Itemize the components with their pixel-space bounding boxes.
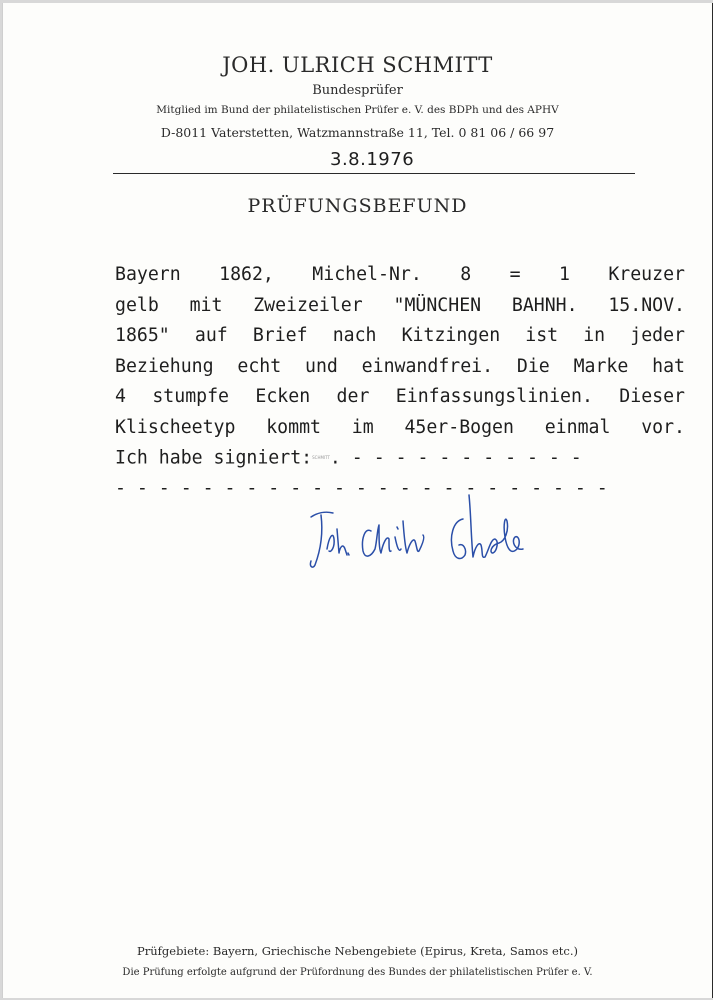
body-line-8: - - - - - - - - - - - - - - - - - - - - - - - (115, 477, 608, 499)
document-heading: PRÜFUNGSBEFUND (247, 195, 468, 217)
body-line-3: 1865" auf Brief nach Kitzingen ist in jeder (115, 325, 685, 346)
examiner-name: JOH. ULRICH SCHMITT (222, 53, 493, 77)
body-line-4: Beziehung echt und einwandfrei. Die Marke hat (115, 355, 685, 377)
handwritten-signature (303, 491, 533, 581)
examiner-title: Bundesprüfer (312, 83, 403, 98)
certificate-date: 3.8.1976 (330, 149, 415, 170)
certificate-sheet (2, 3, 713, 998)
signature-stamp: SCHMITT (312, 455, 330, 460)
signed-dashes: . - - - - - - - - - - - (329, 447, 582, 469)
body-line-1: Bayern 1862, Michel-Nr. 8 = 1 Kreuzer (115, 264, 685, 285)
body-line-7 (115, 443, 685, 474)
footer-regulation: Die Prüfung erfolgte aufgrund der Prüfordnung des Bundes der philatelistischen Prüfer e. V. (122, 967, 593, 978)
footer-areas: Prüfgebiete: Bayern, Griechische Nebengebiete (Epirus, Kreta, Samos etc.) (137, 944, 578, 958)
membership-line: Mitglied im Bund der philatelistischen Prüfer e. V. des BDPh und des APHV (156, 104, 559, 116)
header-divider (113, 173, 635, 174)
address-line: D-8011 Vaterstetten, Watzmannstraße 11, Tel. 0 81 06 / 66 97 (160, 125, 555, 140)
body-line-5: 4 stumpfe Ecken der Einfassungslinien. Dieser (115, 386, 685, 407)
certificate-body (115, 260, 685, 504)
signed-label: Ich habe signiert: (115, 447, 313, 469)
body-line-2: gelb mit Zweizeiler "MÜNCHEN BAHNH. 15.NOV. (115, 294, 685, 316)
body-line-6: Klischeetyp kommt im 45er-Bogen einmal vor. (115, 416, 685, 438)
